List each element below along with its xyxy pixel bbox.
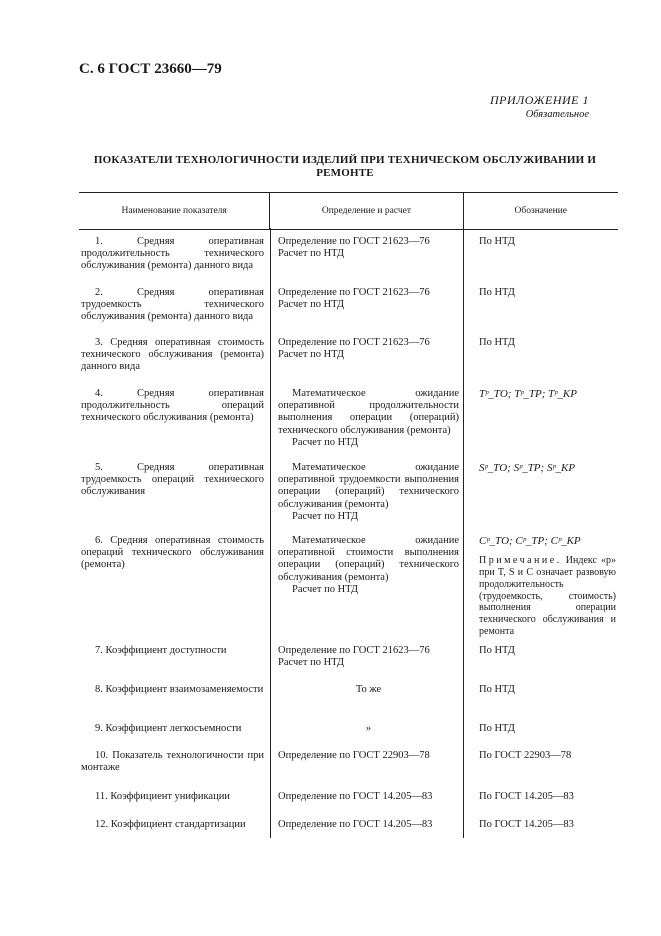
row-definition: Определение по ГОСТ 21623—76 (278, 645, 430, 656)
row-name: 12. Коэффициент стандартизации (95, 819, 246, 830)
row-definition: Расчет по НТД (292, 436, 359, 448)
row-definition: Определение по ГОСТ 21623—76 (278, 236, 430, 247)
table-row (79, 645, 618, 669)
appendix-title: ПРИЛОЖЕНИЕ 1 (490, 93, 589, 107)
table-row (79, 388, 618, 449)
row-designation: По ГОСТ 14.205—83 (479, 819, 574, 830)
table-row (79, 791, 618, 803)
table-row (79, 462, 618, 523)
column-header-definition: Определение и расчет (270, 193, 463, 229)
row-name: 6. Средняя оперативная стоимость операций технического обслуживания (ремонта) (81, 535, 264, 571)
row-designation: По ГОСТ 22903—78 (479, 750, 572, 761)
row-definition: Математическое ожидание оперативной стоимости выполнения операции (операций) технического обслуживания (ремонта) (278, 535, 459, 583)
row-name: 1. Средняя оперативная продолжительность технического обслуживания (ремонта) данного вида (81, 236, 264, 272)
row-name: 3. Средняя оперативная стоимость технического обслуживания (ремонта) данного вида (81, 337, 264, 373)
row-note (479, 555, 616, 638)
row-definition: Определение по ГОСТ 22903—78 (278, 750, 430, 761)
row-designation-symbols: Cᵖ_ТО; Cᵖ_ТР; Cᵖ_КР (479, 535, 581, 547)
row-definition: Расчет по НТД (278, 299, 345, 311)
row-definition: Расчет по НТД (278, 248, 345, 260)
row-definition: Определение по ГОСТ 14.205—83 (278, 819, 433, 830)
table-row (79, 236, 618, 273)
row-designation: По НТД (479, 723, 515, 734)
row-designation-symbols: Sᵖ_ТО; Sᵖ_ТР; Sᵖ_КР (479, 462, 576, 474)
column-header-designation: Обозначение (514, 206, 568, 216)
appendix-label (490, 93, 589, 120)
row-designation-symbols: Tᵖ_ТО; Tᵖ_ТР; Tᵖ_КР (479, 388, 577, 400)
row-definition: Расчет по НТД (278, 349, 345, 361)
note-body: Индекс «р» при T, S и C означает развовую продолжительность (трудоемкость, стоимость) выполнения операции технического обслуживания и ремонта (479, 555, 616, 637)
row-name: 7. Коэффициент доступности (95, 645, 227, 656)
table-row (79, 819, 618, 831)
row-designation: По НТД (479, 645, 515, 656)
document-title: ПОКАЗАТЕЛИ ТЕХНОЛОГИЧНОСТИ ИЗДЕЛИЙ ПРИ ТЕХНИЧЕСКОМ ОБСЛУЖИВАНИИ И РЕМОНТЕ (93, 154, 597, 179)
row-designation: По НТД (479, 684, 515, 695)
column-header-name: Наименование показателя (79, 193, 270, 229)
row-definition: Расчет по НТД (278, 657, 345, 669)
row-designation: По НТД (479, 287, 515, 298)
row-name: 5. Средняя оперативная трудоемкость операций технического обслуживания (81, 462, 264, 498)
row-definition: Расчет по НТД (292, 510, 359, 522)
page-header: С. 6 ГОСТ 23660—79 (79, 61, 222, 77)
table-row (79, 337, 618, 374)
row-name: 8. Коэффициент взаимозаменяемости (95, 684, 264, 695)
row-name: 9. Коэффициент легкосъемности (95, 723, 242, 734)
row-designation: По ГОСТ 14.205—83 (479, 791, 574, 802)
indicators-table (79, 192, 618, 830)
table-header (79, 192, 618, 230)
table-row (79, 535, 618, 638)
table-row (79, 750, 618, 774)
table-row (79, 287, 618, 324)
row-name: 2. Средняя оперативная трудоемкость технического обслуживания (ремонта) данного вида (81, 287, 264, 323)
table-row (79, 684, 618, 696)
row-definition: Математическое ожидание оперативной продолжительности выполнения операции (операций) технического обслуживания (ремонта) (278, 388, 459, 436)
appendix-subtitle: Обязательное (525, 109, 589, 120)
row-designation: По НТД (479, 236, 515, 247)
table-row (79, 723, 618, 735)
row-definition: Расчет по НТД (292, 583, 359, 595)
row-name: 10. Показатель технологичности при монтаже (81, 750, 264, 774)
row-definition: То же (355, 684, 382, 695)
row-definition: Математическое ожидание оперативной трудоемкости выполнения операции (операций) технического обслуживания (ремонта) (278, 462, 459, 510)
note-heading: Примечание. (479, 555, 562, 567)
row-definition: Определение по ГОСТ 21623—76 (278, 287, 430, 298)
row-definition: Определение по ГОСТ 21623—76 (278, 337, 430, 348)
row-name: 4. Средняя оперативная продолжительность операций технического обслуживания (ремонта) (81, 388, 264, 424)
row-definition: » (365, 723, 372, 734)
row-designation: По НТД (479, 337, 515, 348)
row-definition: Определение по ГОСТ 14.205—83 (278, 791, 433, 802)
row-name: 11. Коэффициент унификации (95, 791, 230, 802)
